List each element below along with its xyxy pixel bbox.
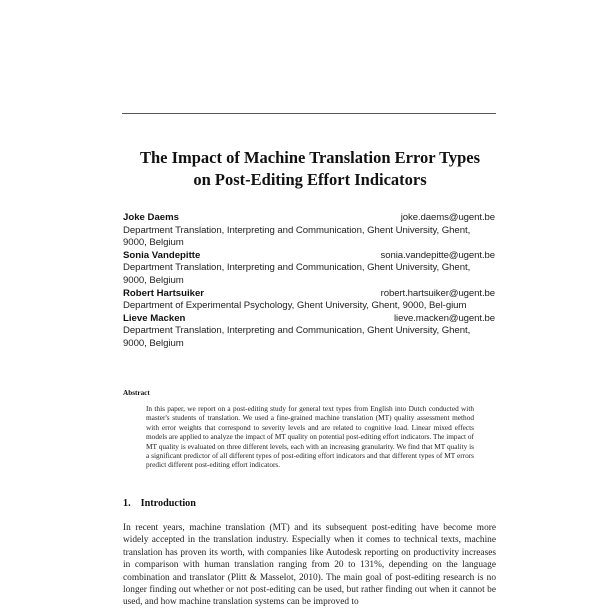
author-email[interactable]: lieve.macken@ugent.be: [394, 312, 495, 324]
abstract-text: In this paper, we report on a post-editing study for general text types from English into Dutch conducted with master's students of translation. We used a fine-grained machine translation (MT) quality assessment method with error weights that correspond to severity levels and are related to cognitive load. Linear mixed effects models are applied to analyze the impact of MT quality on potential post-editing effort indicators. The impact of MT quality is evaluated on three different levels, each with an increasing granularity. We find that MT quality is a significant predictor of all different types of post-editing effort indicators and that different types of MT errors predict different post-editing effort indicators.: [146, 404, 474, 470]
author-block: [123, 212, 495, 250]
author-affiliation: Department Translation, Interpreting and Communication, Ghent University, Ghent, 9000, Belgium: [123, 325, 471, 349]
section-title: Introduction: [140, 498, 196, 509]
section-number: 1.: [123, 498, 131, 509]
paper-title: [100, 147, 520, 191]
author-block: [123, 250, 495, 288]
author-name: Sonia Vandepitte: [123, 249, 201, 261]
header-rule: [122, 113, 496, 114]
author-name: Joke Daems: [123, 212, 179, 223]
author-affiliation: Department Translation, Interpreting and Communication, Ghent University, Ghent, 9000, Belgium: [123, 224, 471, 249]
title-line-2: on Post-Editing Effort Indicators: [193, 170, 427, 189]
author-affiliation: Department of Experimental Psychology, Ghent University, Ghent, 9000, Bel-gium: [123, 300, 467, 312]
author-email[interactable]: robert.hartsuiker@ugent.be: [380, 287, 495, 299]
author-block: [123, 313, 495, 351]
author-name: Robert Hartsuiker: [123, 287, 205, 299]
title-line-1: The Impact of Machine Translation Error Types: [139, 148, 481, 167]
author-list: [123, 212, 495, 351]
author-block: [123, 288, 495, 313]
author-email[interactable]: joke.daems@ugent.be: [400, 212, 495, 223]
author-affiliation: Department Translation, Interpreting and Communication, Ghent University, Ghent, 9000, Belgium: [123, 262, 471, 286]
section-heading-introduction: [123, 498, 196, 509]
author-email[interactable]: sonia.vandepitte@ugent.be: [380, 249, 495, 261]
author-name: Lieve Macken: [123, 312, 186, 324]
abstract-heading: Abstract: [123, 389, 150, 397]
introduction-text: In recent years, machine translation (MT) and its subsequent post-editing have become more widely accepted in the translation industry. Especially when it comes to technical texts, machine translation has proven its worth, with companies like Autodesk reporting on productivity increases in comparison with human translation ranging from 20 to 131%, depending on the language combination and translator (Plitt & Masselot, 2010). The main goal of post-editing research is no longer finding out whether or not post-editing can be used, but rather finding out when it cannot be used, and how machine translation systems can be improved to: [123, 523, 496, 608]
